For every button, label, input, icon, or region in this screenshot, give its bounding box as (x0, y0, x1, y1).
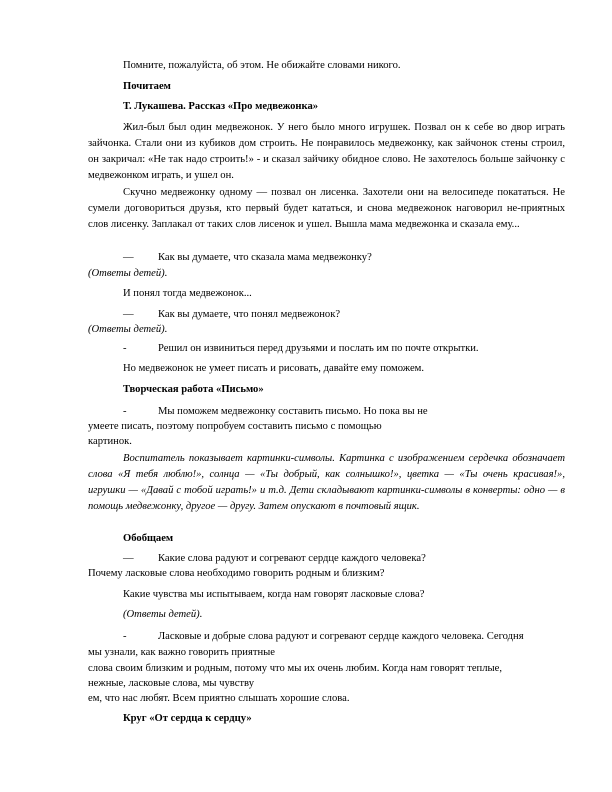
text-line: ем, что нас любят. Всем приятно слышать хорошие слова. (88, 693, 350, 704)
story-paragraph-2: Скучно медвежонку одному — позвал он лисенка. Захотели они на велосипеде покататься. Не сумели договориться друзья, кто первый будет кататься, и снова медвежонок наговорил не-приятных слов лисенку. Заплакал от таких слов лисенок и ушел. Вышла мама медвежонка и сказала ему... (88, 187, 565, 230)
dash-marker: — (123, 553, 134, 564)
text-line: мы узнали, как важно говорить приятные (88, 647, 275, 658)
answers-note: (Ответы детей). (88, 268, 168, 279)
section-heading: Обобщаем (123, 533, 174, 544)
question-line: Какие чувства мы испытываем, когда нам говорят ласковые слова? (123, 589, 425, 600)
text-line: Мы поможем медвежонку составить письмо. Но пока вы не (158, 406, 428, 417)
text-line: Помните, пожалуйста, об этом. Не обижайте словами никого. (123, 60, 401, 71)
question-line: Какие слова радуют и согревают сердце каждого человека? (158, 553, 426, 564)
text-line: нежные, ласковые слова, мы чувству (88, 678, 254, 689)
text-line: И понял тогда медвежонок... (123, 288, 252, 299)
dash-marker: - (123, 631, 127, 642)
dash-marker: - (123, 406, 127, 417)
dash-marker: - (123, 343, 127, 354)
text-line: умеете писать, поэтому попробуем составить письмо с помощью (88, 421, 382, 432)
question-line: Почему ласковые слова необходимо говорить родным и близким? (88, 568, 385, 579)
dash-marker: — (123, 309, 134, 320)
answers-note: (Ответы детей). (123, 609, 203, 620)
section-heading: Круг «От сердца к сердцу» (123, 713, 252, 724)
section-heading: Почитаем (123, 81, 171, 92)
teacher-instructions: Воспитатель показывает картинки-символы. Картинка с изображением сердечка обозначает слова «Я тебя люблю!», солнца — «Ты добрый, как солнышко!», цветка — «Ты очень красивая!», игрушки — «Давай с тобой играть!» и т.д. Дети складывают картинки-символы в конверты: одно — в помощь медвежонку, другое — другу. Затем опускают в почтовый ящик. (88, 453, 565, 512)
story-title: Т. Лукашева. Рассказ «Про медвежонка» (123, 101, 319, 112)
question-line: Как вы думаете, что сказала мама медвежонку? (158, 252, 372, 263)
question-line: Как вы думаете, что понял медвежонок? (158, 309, 341, 320)
answers-note: (Ответы детей). (88, 324, 168, 335)
text-line: картинок. (88, 436, 132, 447)
dash-marker: — (123, 252, 134, 263)
text-line: слова своим близким и родным, потому что мы их очень любим. Когда нам говорят теплые, (88, 663, 502, 674)
section-heading: Творческая работа «Письмо» (123, 384, 264, 395)
text-line: Но медвежонок не умеет писать и рисовать, давайте ему поможем. (123, 363, 425, 374)
text-line: Ласковые и добрые слова радуют и согревают сердце каждого человека. Сегодня (158, 631, 524, 642)
text-line: Решил он извиниться перед друзьями и послать им по почте открытки. (158, 343, 479, 354)
story-paragraph-1: Жил-был был один медвежонок. У него было много игрушек. Позвал он к себе во двор играть зайчонка. Стали они из кубиков дом строить. Не понравилось медвежонку, как зайчонок стены строил, он закричал: «Не так надо строить!» - и сказал зайчику обидное слово. Не захотелось больше зайчонку с медвежонком играть, и ушел он. (88, 122, 565, 181)
